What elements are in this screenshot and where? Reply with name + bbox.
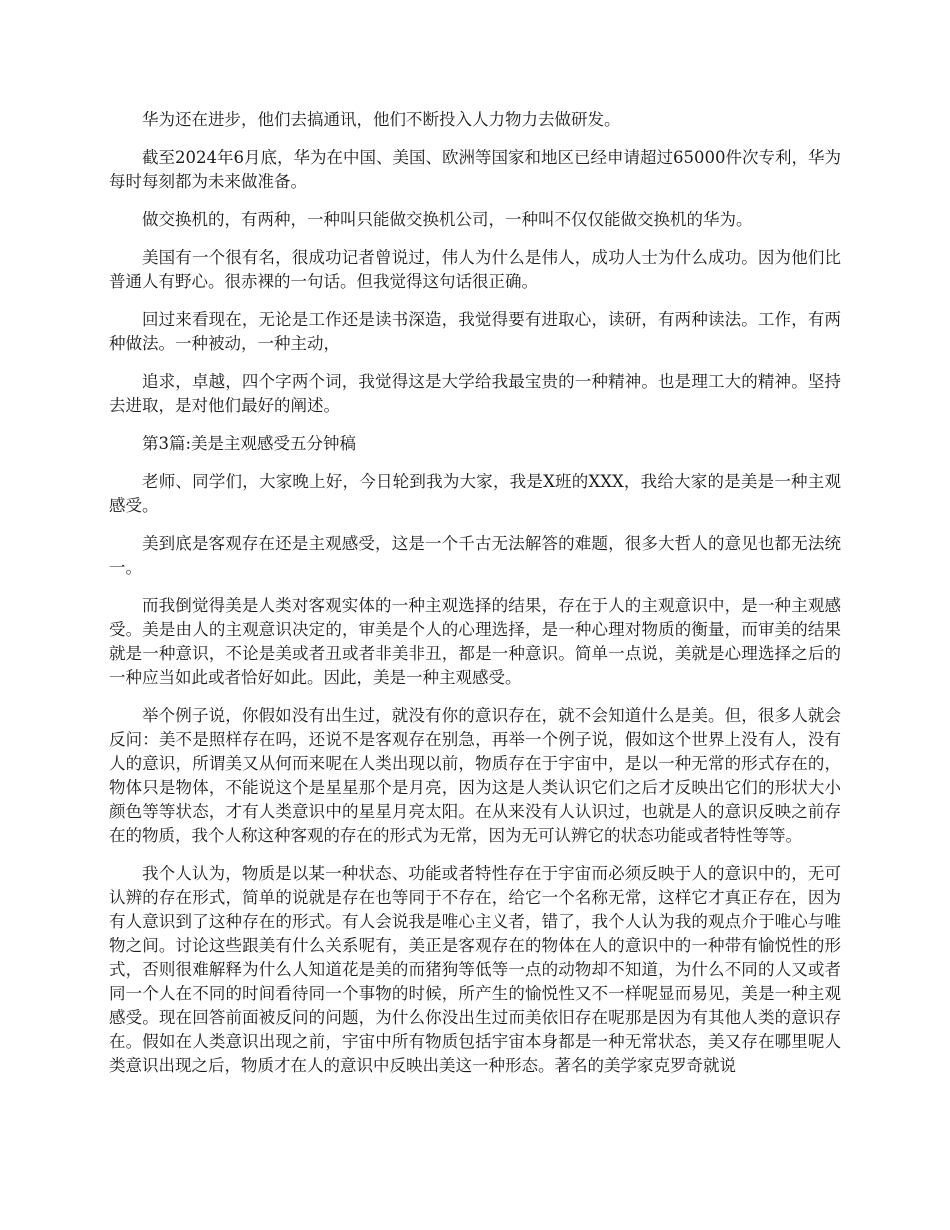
paragraph-great-people: 美国有一个很有名，很成功记者曾说过，伟人为什么是伟人，成功人士为什么成功。因为他们比普通人有野心。很赤裸的一句话。但我觉得这句话很正确。 (109, 248, 841, 291)
paragraph-ambition: 回过来看现在，无论是工作还是读书深造，我觉得要有进取心，读研，有两种读法。工作，有两种做法。一种被动，一种主动， (109, 310, 841, 353)
paragraph-switch-makers: 做交换机的，有两种，一种叫只能做交换机公司，一种叫不仅仅能做交换机的华为。 (142, 210, 753, 229)
paragraph-beauty-question: 美到底是客观存在还是主观感受，这是一个千古无法解答的难题，很多大哲人的意见也都无法统一。 (109, 534, 841, 577)
paragraph-huawei-progress: 华为还在进步，他们去搞通讯，他们不断投入人力物力去做研发。 (142, 110, 621, 129)
paragraph-example: 举个例子说，你假如没有出生过，就没有你的意识存在，就不会知道什么是美。但，很多人就会反问：美不是照样存在吗，还说不是客观存在别急，再举一个例子说，假如这个世界上没有人，没有人的意识，所谓美又从何而来呢在人类出现以前，物质存在于宇宙中，是以一种无常的形式存在的，物体只是物体，不能说这个是星星那个是月亮，因为这是人类认识它们之后才反映出它们的形状大小颜色等等状态，才有人类意识中的星星月亮太阳。在从来没有人认识过，也就是人的意识反映之前存在的物质，我个人称这种客观的存在的形式为无常，因为无可认辨它的状态功能或者特性等等。 (109, 706, 841, 845)
paragraph-greeting: 老师、同学们，大家晚上好，今日轮到我为大家，我是X班的XXX，我给大家的是美是一种主观感受。 (109, 472, 841, 515)
paragraph-personal-view: 我个人认为，物质是以某一种状态、功能或者特性存在于宇宙而必须反映于人的意识中的，无可认辨的存在形式，简单的说就是存在也等同于不存在，给它一个名称无常，这样它才真正存在，因为有人意识到了这种存在的形式。有人会说我是唯心主义者，错了，我个人认为我的观点介于唯心与唯物之间。讨论这些跟美有什么关系呢有，美正是客观存在的物体在人的意识中的一种带有愉悦性的形式，否则很难解释为什么人知道花是美的而猪狗等低等一点的动物却不知道，为什么不同的人又或者同一个人在不同的时间看待同一个事物的时候，所产生的愉悦性又不一样呢显而易见，美是一种主观感受。现在回答前面被反问的问题，为什么你没出生过而美依旧存在呢那是因为有其他人类的意识存在。假如在人类意识出现之前，宇宙中所有物质包括宇宙本身都是一种无常状态，美又存在哪里呢人类意识出现之后，物质才在人的意识中反映出美这一种形态。著名的美学家克罗奇就说 (109, 864, 841, 1075)
paragraph-beauty-subjective: 而我倒觉得美是人类对客观实体的一种主观选择的结果，存在于人的主观意识中，是一种主观感受。美是由人的主观意识决定的，审美是个人的心理选择，是一种心理对物质的衡量，而审美的结果就是一种意识，不论是美或者丑或者非美非丑，都是一种意识。简单一点说，美就是心理选择之后的一种应当如此或者恰好如此。因此，美是一种主观感受。 (109, 596, 841, 687)
paragraph-huawei-patents: 截至2024年6月底，华为在中国、美国、欧洲等国家和地区已经申请超过65000件次专利，华为每时每刻都为未来做准备。 (109, 148, 841, 191)
section-heading: 第3篇:美是主观感受五分钟稿 (142, 434, 357, 453)
paragraph-pursuit: 追求，卓越，四个字两个词，我觉得这是大学给我最宝贵的一种精神。也是理工大的精神。坚持去进取，是对他们最好的阐述。 (109, 372, 841, 415)
document-page (109, 108, 841, 1092)
